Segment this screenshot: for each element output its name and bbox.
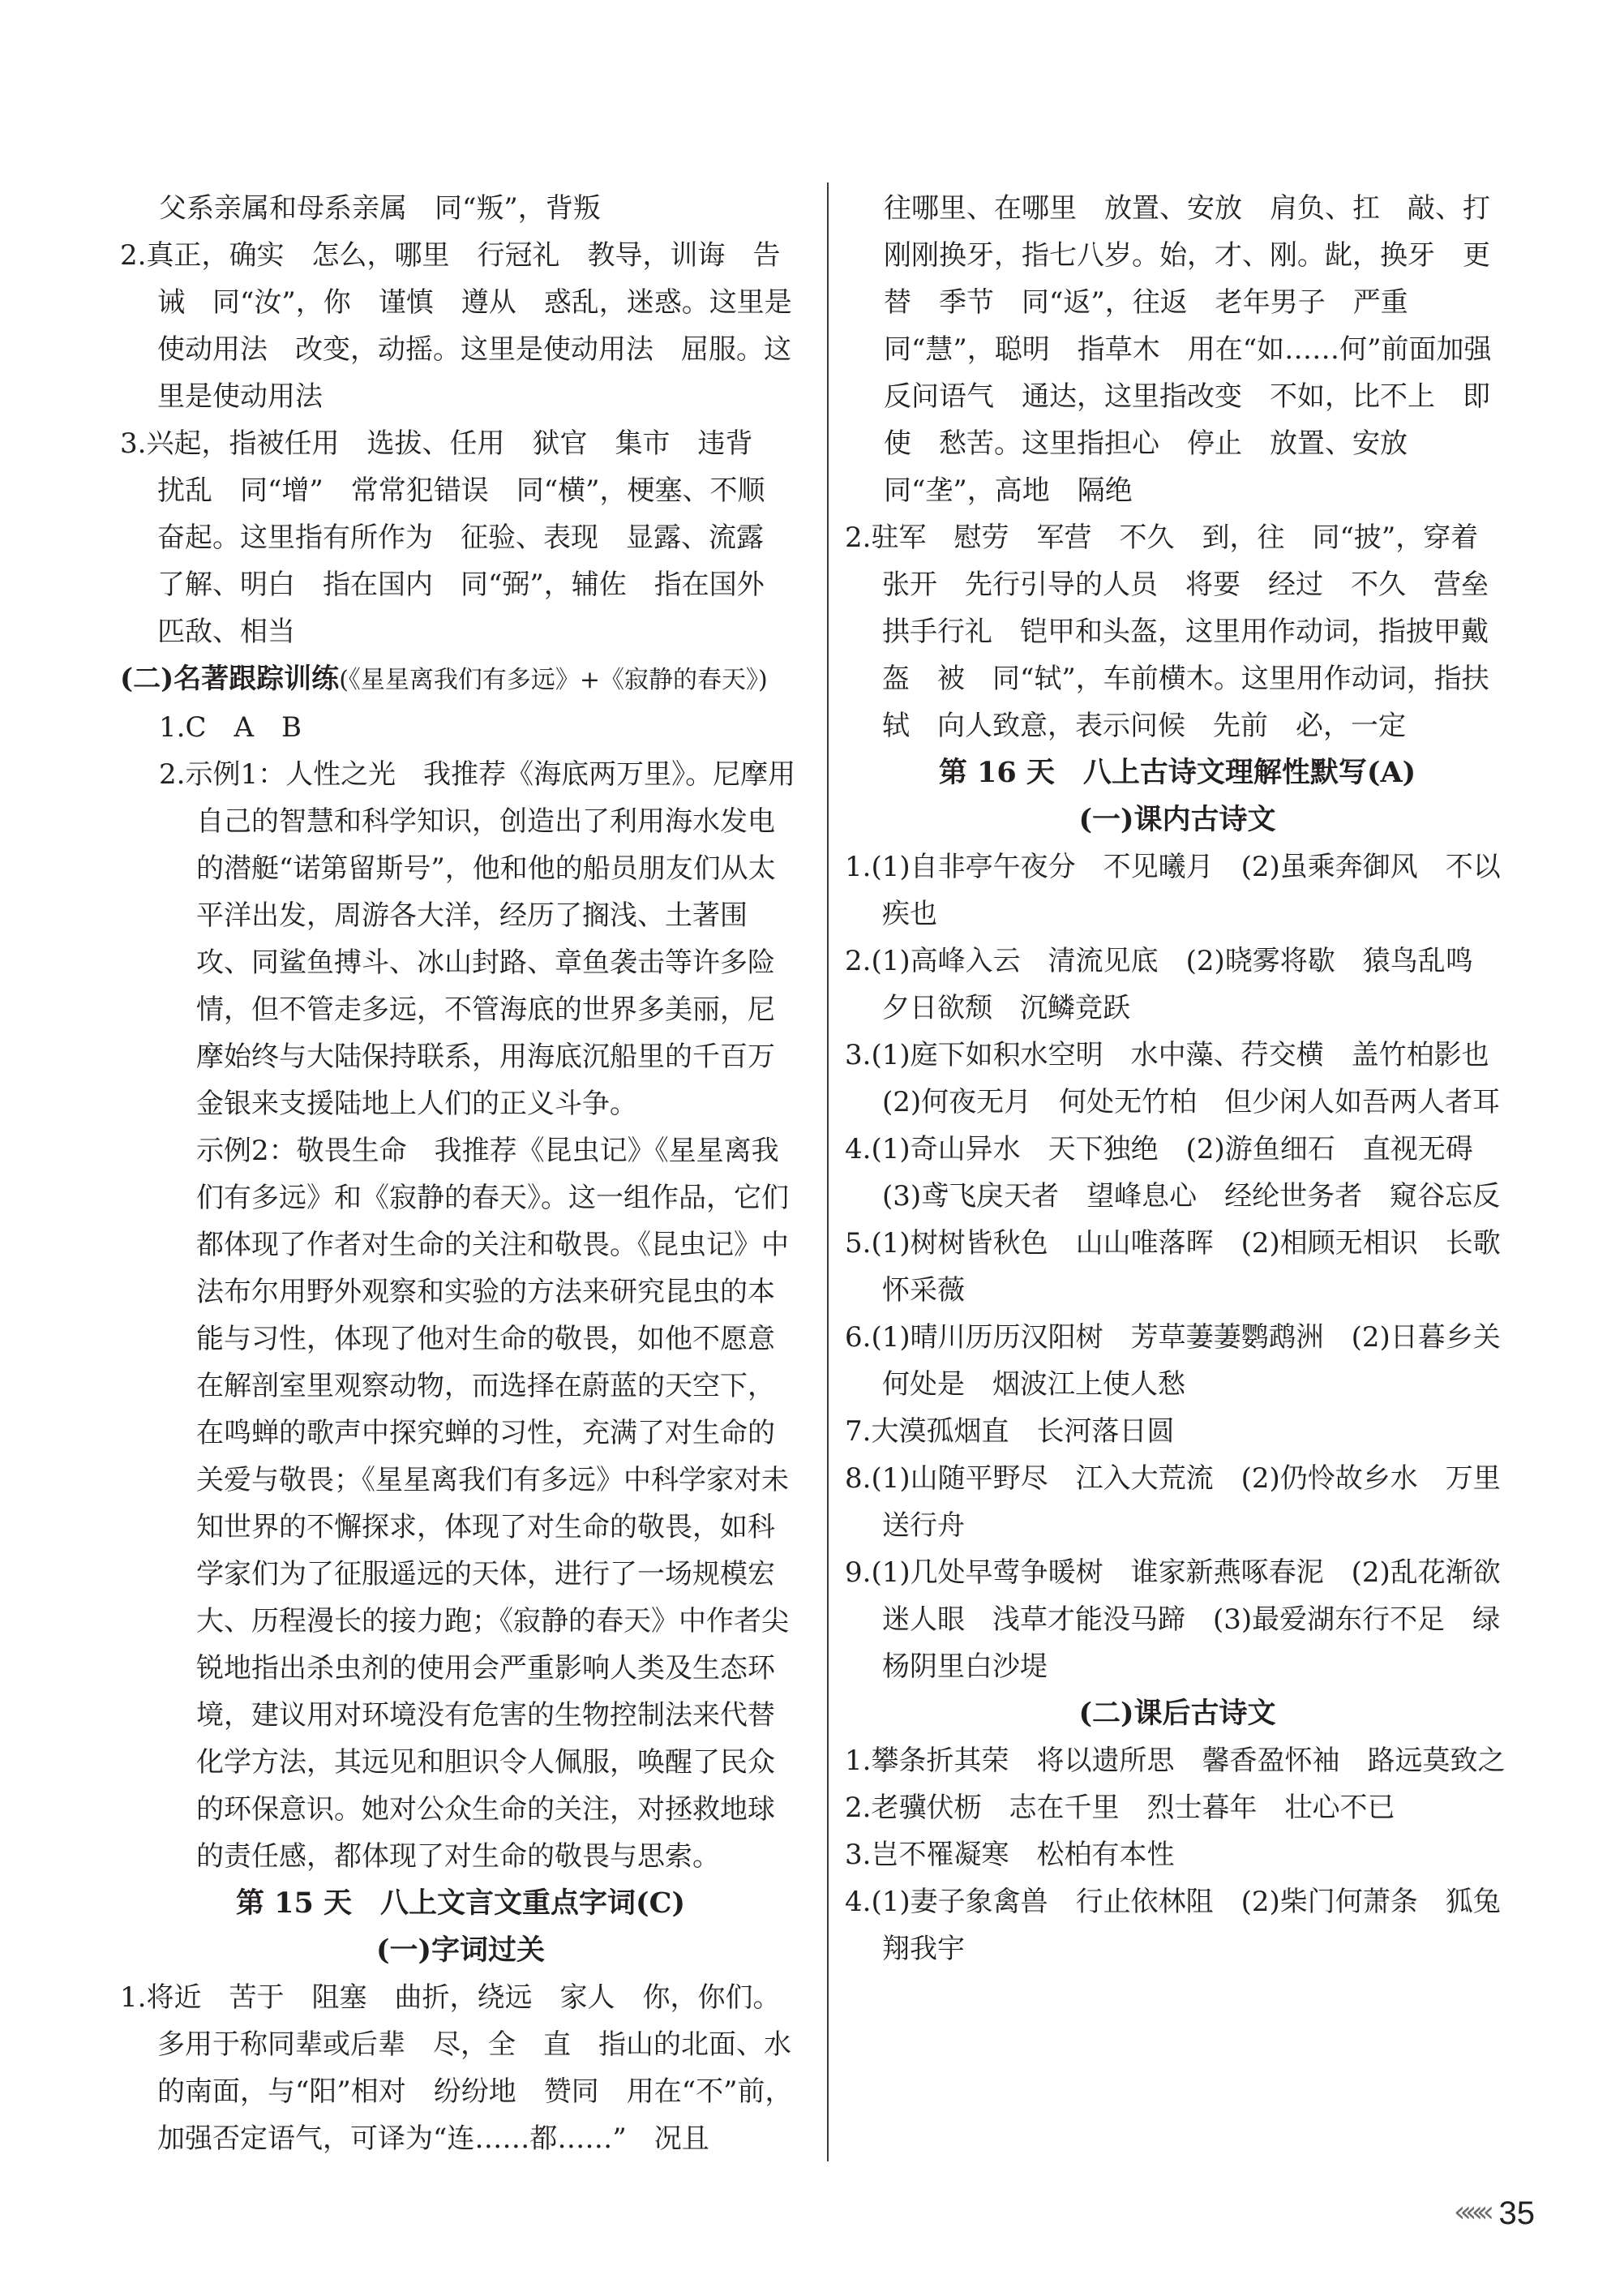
answer-item: 2.老骥伏枥 志在千里 烈士暮年 壮心不已 [845, 1792, 1395, 1824]
answer-line: 父系亲属和母系亲属 同“叛”，背叛 [159, 192, 601, 225]
answer-item: 2.(1)高峰入云 清流见底 (2)晓雾将歇 猿鸟乱鸣 夕日欲颓 沉鳞竞跃 [845, 945, 1501, 1024]
answer-item: 9.(1)几处早莺争暖树 谁家新燕啄春泥 (2)乱花渐欲迷人眼 浅草才能没马蹄 (3)最爱湖东行不足 绿杨阴里白沙堤 [845, 1556, 1501, 1683]
answer-item: 8.(1)山随平野尽 江入大荒流 (2)仍怜故乡水 万里送行舟 [845, 1462, 1501, 1542]
answer-line: 往哪里、在哪里 放置、安放 肩负、扛 敲、打 刚刚换牙，指七八岁。始，才、刚。龀，换牙 更替 季节 同“返”，往返 老年男子 严重 同“慧”，聪明 指草木 用在“如……何”前面加强反问语气 通达，这里指改变 不如，比不上 即使 愁苦。这里指担心 停止 放置、安放 同“垄”，高地 隔绝 [884, 192, 1518, 507]
answer-item: 5.(1)树树皆秋色 山山唯落晖 (2)相顾无相识 长歌怀采薇 [845, 1227, 1501, 1307]
subsection-heading: (二)课后古诗文 [1078, 1697, 1276, 1730]
day-heading: 第 16 天 八上古诗文理解性默写(A) [938, 756, 1416, 789]
answer-item: 3.兴起，指被任用 选拔、任用 狱官 集市 违背 扰乱 同“增” 常常犯错误 同“横”，梗塞、不顺 奋起。这里指有所作为 征验、表现 显露、流露 了解、明白 指在国内 同“弼”，辅佐 指在国外 匹敌、相当 [120, 427, 793, 648]
answer-item: 4.(1)奇山异水 天下独绝 (2)游鱼细石 直视无碍 (3)鸢飞戾天者 望峰息心 经纶世务者 窥谷忘反 [845, 1133, 1501, 1212]
answer-item: 3.(1)庭下如积水空明 水中藻、荇交横 盖竹柏影也 (2)何夜无月 何处无竹柏 但少闲人如吾两人者耳 [845, 1039, 1517, 1118]
day-heading: 第 15 天 八上文言文重点字词(C) [235, 1886, 686, 1920]
left-column [120, 185, 801, 2162]
page-number: 35 [1498, 2195, 1535, 2231]
page-arrow-icon: ««« [1453, 2195, 1488, 2229]
answer-item: 3.岂不罹凝寒 松柏有本性 [845, 1839, 1175, 1871]
subsection-heading: (一)课内古诗文 [1078, 803, 1276, 836]
answer-item: 6.(1)晴川历历汉阳树 芳草萋萋鹦鹉洲 (2)日暮乡关何处是 烟波江上使人愁 [845, 1321, 1501, 1401]
section-note: (《星星离我们有多远》+《寂静的春天》) [339, 666, 768, 694]
column-divider [827, 182, 829, 2161]
section-heading [120, 655, 801, 704]
answer-item: 2.驻军 慰劳 军营 不久 到，往 同“披”，穿着 张开 先行引导的人员 将要 经过 不久 营垒 拱手行礼 铠甲和头盔，这里用作动词，指披甲戴盔 被 同“轼”，车前横木。这里用作动词，指扶轼 向人致意，表示问候 先前 必，一定 [845, 521, 1516, 742]
answer-item: 4.(1)妻子象禽兽 行止依林阻 (2)柴门何萧条 狐兔翔我宇 [845, 1886, 1501, 1965]
answer-item: 1.C A B [159, 711, 302, 744]
right-column [845, 185, 1518, 1972]
answer-item: 2.示例1：人性之光 我推荐《海底两万里》。尼摩用自己的智慧和科学知识，创造出了利用海水发电的潜艇“诺第留斯号”，他和他的船员朋友们从太平洋出发，周游各大洋，经历了搁浅、土著围攻、同鲨鱼搏斗、冰山封路、章鱼袭击等许多险情，但不管走多远，不管海底的世界多美丽，尼摩始终与大陆保持联系，用海底沉船里的千百万金银来支援陆地上人们的正义斗争。 [159, 758, 796, 1120]
answer-item: 1.将近 苦于 阻塞 曲折，绕远 家人 你，你们。多用于称同辈或后辈 尽，全 直 指山的北面、水的南面，与“阳”相对 纷纷地 赞同 用在“不”前，加强否定语气，可译为“连……都……” 况且 [120, 1981, 793, 2155]
subsection-heading: (一)字词过关 [375, 1934, 546, 1967]
section-title: (二)名著跟踪训练 [120, 663, 340, 695]
answer-item: 1.(1)自非亭午夜分 不见曦月 (2)虽乘奔御风 不以疾也 [845, 851, 1501, 930]
answer-item: 2.真正，确实 怎么，哪里 行冠礼 教导，训诲 告诫 同“汝”，你 谨慎 遵从 惑乱，迷惑。这里是使动用法 改变，动摇。这里是使动用法 屈服。这里是使动用法 [120, 239, 792, 413]
answer-item: 1.攀条折其荣 将以遗所思 馨香盈怀袖 路远莫致之 [845, 1745, 1506, 1777]
answer-item: 7.大漠孤烟直 长河落日圆 [845, 1415, 1175, 1448]
answer-item: 示例2：敬畏生命 我推荐《昆虫记》《星星离我们有多远》和《寂静的春天》。这一组作品，它们都体现了作者对生命的关注和敬畏。《昆虫记》中法布尔用野外观察和实验的方法来研究昆虫的本能与习性，体现了他对生命的敬畏，如他不愿意在解剖室里观察动物，而选择在蔚蓝的天空下，在鸣蝉的歌声中探究蝉的习性，充满了对生命的关爱与敬畏；《星星离我们有多远》中科学家对未知世界的不懈探求，体现了对生命的敬畏，如科学家们为了征服遥远的天体，进行了一场规模宏大、历程漫长的接力跑；《寂静的春天》中作者尖锐地指出杀虫剂的使用会严重影响人类及生态环境，建议用对环境没有危害的生物控制法来代替化学方法，其远见和胆识令人佩服，唤醒了民众的环保意识。她对公众生命的关注，对拯救地球的责任感，都体现了对生命的敬畏与思索。 [196, 1135, 789, 1873]
